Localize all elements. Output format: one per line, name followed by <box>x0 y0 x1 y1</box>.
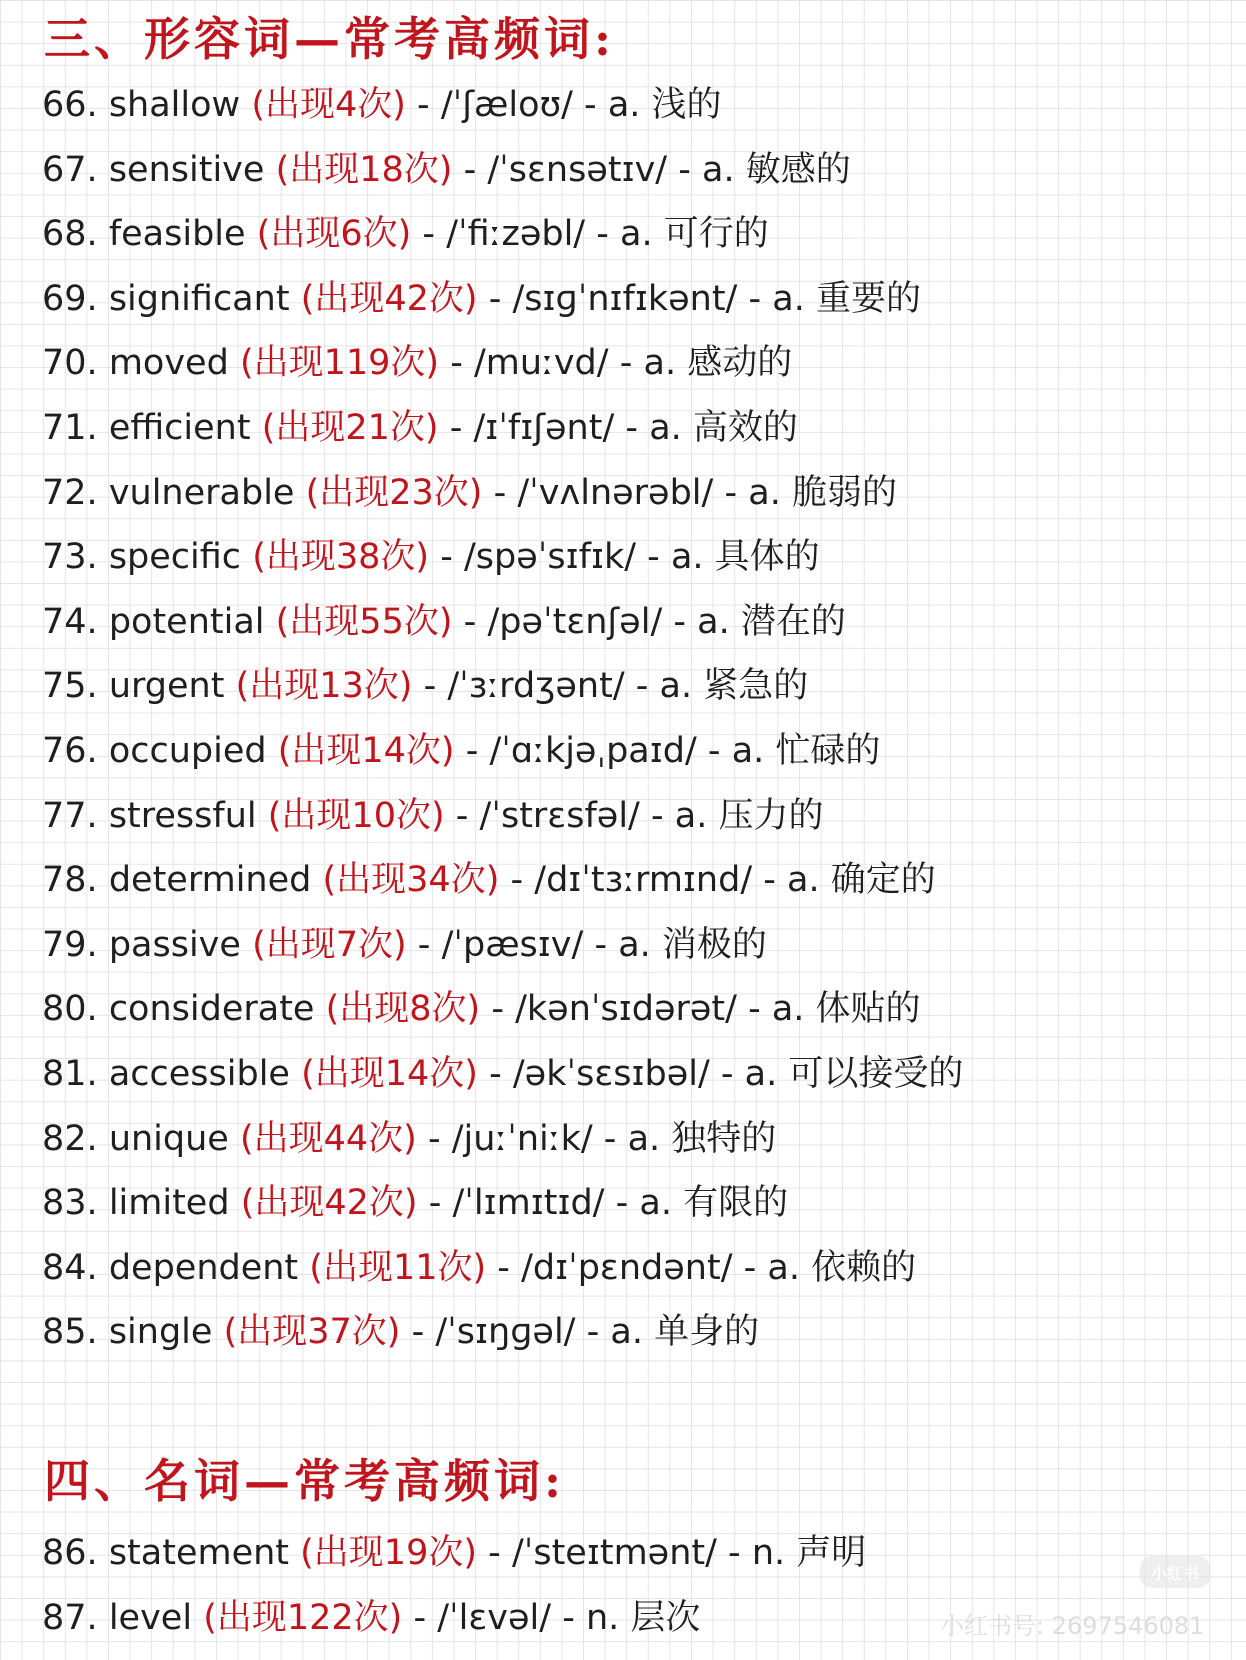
vocab-entry <box>42 1247 917 1288</box>
entry-frequency: (出现13次) <box>235 666 413 707</box>
entry-separator: - <box>728 1533 741 1573</box>
entry-number: 71. <box>42 408 98 448</box>
entry-frequency: (出现11次) <box>309 1247 487 1288</box>
vocab-entry <box>42 666 809 707</box>
entry-number: 77. <box>42 795 98 836</box>
entry-phonetic: /ˈpæsɪv/ <box>441 924 584 965</box>
entry-number: 74. <box>42 601 98 642</box>
entry-separator: - <box>488 1533 501 1573</box>
vocab-entry <box>42 731 881 771</box>
entry-separator: - <box>411 1312 425 1353</box>
entry-number: 72. <box>42 472 98 513</box>
entry-separator: - <box>584 85 597 125</box>
entry-separator: - <box>497 1247 510 1288</box>
entry-word: limited <box>108 1183 230 1224</box>
vocab-entry <box>42 1118 777 1159</box>
entry-word: statement <box>108 1533 290 1573</box>
entry-word: vulnerable <box>108 472 295 513</box>
entry-word: significant <box>108 278 290 319</box>
entry-word: feasible <box>108 214 246 255</box>
entry-separator: - <box>413 1597 427 1638</box>
entry-gloss: a. 消极的 <box>618 924 767 965</box>
entry-phonetic: /ˈlɪmɪtɪd/ <box>452 1183 605 1224</box>
entry-phonetic: /juːˈniːk/ <box>451 1118 593 1159</box>
entry-separator: - <box>510 860 524 901</box>
entry-number: 70. <box>42 343 98 384</box>
vocab-entry <box>42 85 722 125</box>
entry-separator: - <box>463 149 477 190</box>
vocab-entry <box>42 860 936 901</box>
entry-frequency: (出现10次) <box>267 795 445 836</box>
entry-phonetic: /ˈsteɪtmənt/ <box>511 1533 717 1573</box>
entry-gloss: a. 单身的 <box>610 1312 760 1353</box>
entry-separator: - <box>417 924 431 965</box>
entry-number: 69. <box>42 278 98 319</box>
entry-separator: - <box>594 924 608 965</box>
entry-separator: - <box>650 795 664 836</box>
vocab-entry <box>42 989 921 1030</box>
entry-word: level <box>108 1597 193 1638</box>
entry-gloss: a. 敏感的 <box>702 149 851 190</box>
entry-number: 85. <box>42 1312 98 1353</box>
entry-frequency: (出现21次) <box>261 408 439 448</box>
entry-gloss: a. 高效的 <box>649 408 798 448</box>
entry-frequency: (出现18次) <box>275 149 453 190</box>
entry-separator: - <box>428 1183 442 1224</box>
entry-word: unique <box>108 1118 229 1159</box>
entry-separator: - <box>562 1597 575 1638</box>
vocab-entry <box>42 1312 760 1353</box>
entry-frequency: (出现42次) <box>240 1183 418 1224</box>
entry-separator: - <box>440 537 453 578</box>
entry-number: 82. <box>42 1118 98 1159</box>
entry-frequency: (出现42次) <box>300 278 478 319</box>
entry-number: 78. <box>42 860 98 901</box>
entry-frequency: (出现14次) <box>277 731 455 771</box>
entry-phonetic: /ˈɑːkjəˌpaɪd/ <box>489 731 697 771</box>
entry-number: 73. <box>42 537 98 578</box>
entry-separator: - <box>707 731 721 771</box>
entry-frequency: (出现122次) <box>203 1597 403 1638</box>
entry-frequency: (出现6次) <box>256 214 412 255</box>
entry-frequency: (出现38次) <box>252 537 430 578</box>
entry-word: moved <box>108 343 229 384</box>
entry-word: potential <box>108 601 265 642</box>
vocab-entry <box>42 149 851 190</box>
entry-separator: - <box>489 1054 502 1094</box>
section-heading-adjectives: 三、形容词—常考高频词: <box>44 12 615 66</box>
entry-separator: - <box>748 989 761 1030</box>
entry-gloss: a. 忙碌的 <box>731 731 881 771</box>
entry-separator: - <box>678 149 691 190</box>
watermark-logo: 小红书 <box>1140 1556 1210 1588</box>
entry-frequency: (出现44次) <box>239 1118 417 1159</box>
entry-phonetic: /ˈɜːrdʒənt/ <box>447 666 625 707</box>
entry-word: dependent <box>108 1247 299 1288</box>
entry-word: determined <box>108 860 312 901</box>
entry-phonetic: /sɪɡˈnɪfɪkənt/ <box>512 278 738 319</box>
entry-separator: - <box>596 214 609 255</box>
entry-phonetic: /dɪˈtɜːrmɪnd/ <box>534 860 753 901</box>
entry-separator: - <box>720 1054 734 1094</box>
entry-number: 86. <box>42 1533 98 1573</box>
entry-gloss: a. 重要的 <box>772 278 921 319</box>
entry-gloss: a. 确定的 <box>787 860 936 901</box>
entry-frequency: (出现8次) <box>325 989 481 1030</box>
entry-separator: - <box>491 989 504 1030</box>
entry-gloss: n. 层次 <box>585 1597 701 1638</box>
entry-separator: - <box>625 408 639 448</box>
entry-word: urgent <box>108 666 225 707</box>
entry-gloss: a. 压力的 <box>674 795 824 836</box>
entry-gloss: a. 脆弱的 <box>748 472 897 513</box>
entry-phonetic: /dɪˈpɛndənt/ <box>521 1247 733 1288</box>
vocab-entry <box>42 1054 964 1094</box>
entry-frequency: (出现37次) <box>223 1312 401 1353</box>
entry-gloss: a. 紧急的 <box>659 666 809 707</box>
vocab-entry <box>42 214 769 255</box>
entry-gloss: a. 体贴的 <box>771 989 921 1030</box>
vocab-entry <box>42 1597 701 1638</box>
entry-gloss: a. 有限的 <box>639 1183 789 1224</box>
entry-gloss: a. 感动的 <box>643 343 793 384</box>
entry-frequency: (出现19次) <box>300 1533 478 1573</box>
entry-word: occupied <box>108 731 267 771</box>
entry-number: 75. <box>42 666 98 707</box>
entry-gloss: a. 具体的 <box>670 537 820 578</box>
vocab-entry <box>42 601 846 642</box>
entry-word: single <box>108 1312 213 1353</box>
entry-phonetic: /muːvd/ <box>473 343 609 384</box>
entry-gloss: a. 浅的 <box>607 85 722 125</box>
entry-number: 87. <box>42 1597 98 1638</box>
entry-gloss: a. 可行的 <box>620 214 769 255</box>
entry-phonetic: /ˈstrɛsfəl/ <box>479 795 640 836</box>
entry-separator: - <box>647 537 660 578</box>
section-heading-nouns: 四、名词—常考高频词: <box>44 1454 565 1508</box>
entry-phonetic: /ˈsɛnsətɪv/ <box>487 149 668 190</box>
watermark-text: 小红书号: 2697546081 <box>940 1612 1205 1640</box>
entry-separator: - <box>423 666 437 707</box>
entry-word: stressful <box>108 795 257 836</box>
entry-phonetic: /ɪˈfɪʃənt/ <box>473 408 615 448</box>
entry-frequency: (出现34次) <box>322 860 500 901</box>
vocab-entry <box>42 278 921 319</box>
entry-word: efficient <box>108 408 251 448</box>
vocab-entry <box>42 537 820 578</box>
entry-number: 66. <box>42 85 98 125</box>
entry-number: 83. <box>42 1183 98 1224</box>
entry-word: shallow <box>108 85 241 125</box>
entry-phonetic: /kənˈsɪdərət/ <box>515 989 737 1030</box>
vocab-entry <box>42 795 824 836</box>
entry-gloss: a. 依赖的 <box>767 1247 917 1288</box>
entry-word: sensitive <box>108 149 265 190</box>
vocab-entry <box>42 408 798 448</box>
entry-separator: - <box>586 1312 600 1353</box>
entry-phonetic: /ˈvʌlnərəbl/ <box>517 472 714 513</box>
entry-number: 76. <box>42 731 98 771</box>
entry-phonetic: /pəˈtɛnʃəl/ <box>487 601 663 642</box>
entry-word: passive <box>108 924 241 965</box>
entry-word: considerate <box>108 989 315 1030</box>
entry-separator: - <box>449 408 463 448</box>
vocab-entry <box>42 1183 789 1224</box>
entry-gloss: a. 潜在的 <box>697 601 846 642</box>
entry-frequency: (出现4次) <box>251 85 406 125</box>
vocab-entry <box>42 472 897 513</box>
entry-phonetic: /ˈlɛvəl/ <box>437 1597 552 1638</box>
entry-separator: - <box>427 1118 441 1159</box>
entry-separator: - <box>463 601 477 642</box>
entry-separator: - <box>615 1183 629 1224</box>
entry-separator: - <box>455 795 469 836</box>
entry-number: 68. <box>42 214 98 255</box>
entry-separator: - <box>763 860 776 901</box>
entry-number: 67. <box>42 149 98 190</box>
entry-phonetic: /əkˈsɛsɪbəl/ <box>512 1054 710 1094</box>
vocab-entry <box>42 1533 867 1573</box>
entry-number: 81. <box>42 1054 98 1094</box>
entry-word: accessible <box>108 1054 290 1094</box>
entry-separator: - <box>493 472 507 513</box>
entry-separator: - <box>465 731 479 771</box>
entry-phonetic: /ˈsɪŋɡəl/ <box>435 1312 576 1353</box>
entry-separator: - <box>743 1247 757 1288</box>
entry-phonetic: /ˈʃæloʊ/ <box>440 85 573 125</box>
entry-gloss: n. 声明 <box>751 1533 867 1573</box>
entry-gloss: a. 可以接受的 <box>744 1054 964 1094</box>
entry-separator: - <box>417 85 430 125</box>
entry-frequency: (出现23次) <box>305 472 483 513</box>
entry-number: 84. <box>42 1247 98 1288</box>
entry-phonetic: /spəˈsɪfɪk/ <box>463 537 637 578</box>
vocab-entry <box>42 924 767 965</box>
entry-separator: - <box>422 214 436 255</box>
entry-gloss: a. 独特的 <box>627 1118 777 1159</box>
entry-number: 80. <box>42 989 98 1030</box>
entry-phonetic: /ˈfiːzəbl/ <box>446 214 586 255</box>
entry-separator: - <box>488 278 502 319</box>
entry-frequency: (出现7次) <box>252 924 407 965</box>
entry-word: specific <box>108 537 242 578</box>
entry-separator: - <box>748 278 762 319</box>
entry-separator: - <box>724 472 738 513</box>
entry-number: 79. <box>42 924 98 965</box>
entry-separator: - <box>619 343 633 384</box>
entry-frequency: (出现55次) <box>275 601 453 642</box>
entry-frequency: (出现14次) <box>301 1054 478 1094</box>
entry-separator: - <box>603 1118 617 1159</box>
vocab-entry <box>42 343 793 384</box>
entry-separator: - <box>635 666 649 707</box>
entry-frequency: (出现119次) <box>239 343 440 384</box>
entry-separator: - <box>673 601 687 642</box>
entry-separator: - <box>450 343 463 384</box>
